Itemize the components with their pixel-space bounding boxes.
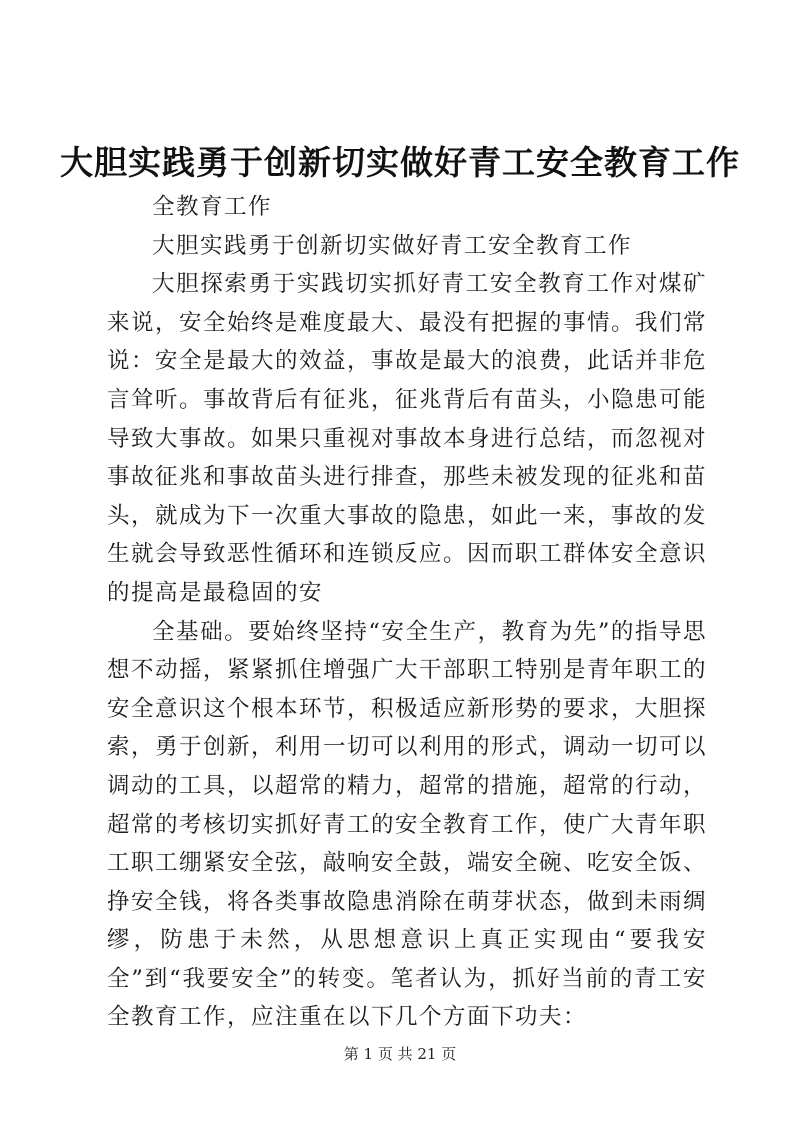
document-body [107, 188, 707, 1037]
paragraph: 全基础。要始终坚持“安全生产，教育为先”的指导思想不动摇，紧紧抓住增强广大干部职工特别是青年职工的安全意识这个根本环节，积极适应新形势的要求，大胆探索，勇于创新，利用一切可以利用的形式，调动一切可以调动的工具，以超常的精力，超常的措施，超常的行动，超常的考核切实抓好青工的安全教育工作，使广大青年职工职工绷紧安全弦，敲响安全鼓，端安全碗、吃安全饭、挣安全钱，将各类事故隐患消除在萌芽状态，做到未雨绸缪，防患于未然，从思想意识上真正实现由“要我安全”到“我要安全”的转变。笔者认为，抓好当前的青工安全教育工作，应注重在以下几个方面下功夫： [107, 618, 708, 1031]
document-title: 大胆实践勇于创新切实做好青工安全教育工作 [60, 143, 740, 182]
paragraph: 全教育工作 [152, 194, 273, 220]
page-number-footer: 第 1 页 共 21 页 [343, 1045, 457, 1063]
paragraph: 大胆探索勇于实践切实抓好青工安全教育工作对煤矿来说，安全始终是难度最大、最没有把握的事情。我们常说：安全是最大的效益，事故是最大的浪费，此话并非危言耸听。事故背后有征兆，征兆背后有苗头，小隐患可能导致大事故。如果只重视对事故本身进行总结，而忽视对事故征兆和事故苗头进行排查，那些未被发现的征兆和苗头，就成为下一次重大事故的隐患，如此一来，事故的发生就会导致恶性循环和连锁反应。因而职工群体安全意识的提高是最稳固的安 [107, 271, 708, 606]
paragraph: 大胆实践勇于创新切实做好青工安全教育工作 [152, 232, 633, 259]
